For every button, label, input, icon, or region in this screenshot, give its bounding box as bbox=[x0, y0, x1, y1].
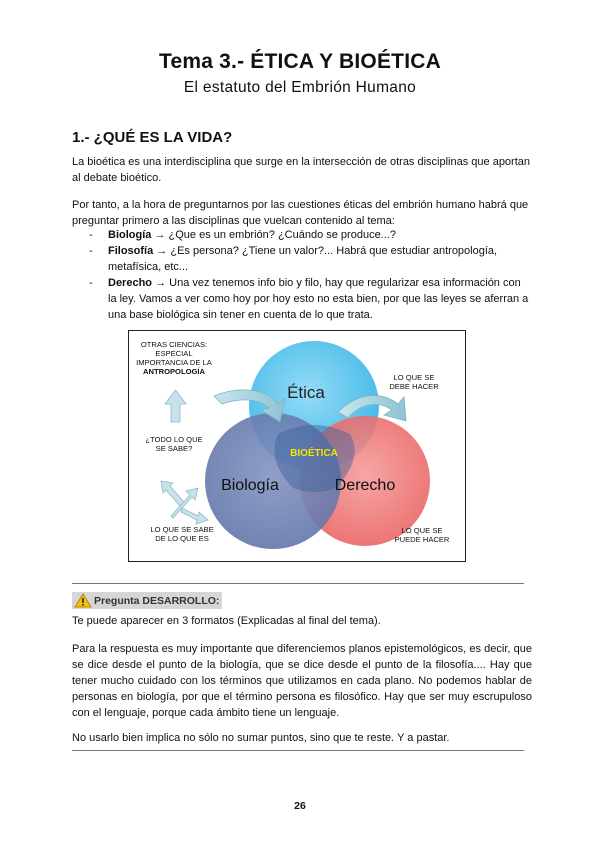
page-title: Tema 3.- ÉTICA Y BIOÉTICA bbox=[159, 50, 441, 73]
bottom-left-label-line: LO QUE SE SABE bbox=[150, 525, 214, 534]
list-item: - Derecho → Una vez tenemos info bio y filo, hay que regularizar esa información con la ley. Vamos a ver como hoy por hoy esto no esta bien, por que las leyes se aferran a una base biológica sin tener en cuenta de lo que trata. bbox=[89, 277, 529, 321]
explanation-paragraph: Para la respuesta es muy importante que diferenciemos planos epistemológicos, es decir, que se dice desde el punto de la biología, que se dice desde el punto de la filosofía.... Hay que tener mucho cuidado con los términos que utilizamos en cada plano. No podemos hablar de personas en biología, por que el término persona es filosófico. Hay que ser muy escrupuloso con el lenguaje, porque cada ámbito tiene un lenguaje. bbox=[72, 643, 532, 719]
list-item-term: Derecho bbox=[108, 277, 153, 289]
list-item-term: Biología bbox=[108, 229, 152, 241]
list-item-text: → ¿Es persona? ¿Tiene un valor?... Habrá que estudiar antropología, metafísica, etc... bbox=[108, 245, 498, 273]
etica-label: Ética bbox=[287, 383, 325, 402]
bioethics-venn-diagram bbox=[128, 330, 466, 562]
pregunta-highlight bbox=[72, 592, 222, 609]
page-number: 26 bbox=[294, 800, 306, 812]
section-heading: 1.- ¿QUÉ ES LA VIDA? bbox=[72, 129, 233, 146]
top-left-label-line: IMPORTANCIA DE LA bbox=[136, 358, 212, 367]
mid-left-label-line: SE SABE? bbox=[155, 444, 193, 453]
list-item: - Filosofía → ¿Es persona? ¿Tiene un valor?... Habrá que estudiar antropología, metafísica, etc... bbox=[89, 245, 498, 273]
discipline-list bbox=[72, 227, 532, 323]
section-divider bbox=[72, 583, 524, 584]
top-left-label-line: ESPECIAL bbox=[155, 349, 193, 358]
mid-left-label-line: ¿TODO LO QUE bbox=[145, 435, 203, 444]
bottom-right-label-line: PUEDE HACER bbox=[394, 535, 450, 544]
closing-paragraph: No usarlo bien implica no sólo no sumar puntos, sino que te reste. Y a pastar. bbox=[72, 732, 450, 744]
pregunta-label: Pregunta DESARROLLO: bbox=[94, 594, 220, 607]
intro-paragraph: La bioética es una interdisciplina que surge en la intersección de otras disciplinas que aportan al debate bioético. bbox=[72, 156, 531, 184]
list-item: - Biología → ¿Que es un embrión? ¿Cuándo se produce...? bbox=[89, 229, 396, 241]
list-item-text: → Una vez tenemos info bio y filo, hay que regularizar esa información con la ley. Vamos a ver como hoy por hoy esto no esta bien, por que las leyes se aferran a una base biológica sin tener en cuenta de lo que trata. bbox=[108, 277, 529, 321]
pregunta-callout bbox=[72, 591, 222, 610]
bioetica-center-label: BIOÉTICA bbox=[290, 448, 338, 459]
top-left-label-line: OTRAS CIENCIAS: bbox=[140, 340, 208, 349]
list-item-term: Filosofía bbox=[108, 245, 154, 257]
biologia-label: Biología bbox=[221, 477, 279, 494]
bottom-right-label-line: LO QUE SE bbox=[401, 526, 443, 535]
derecho-label: Derecho bbox=[334, 477, 396, 494]
bottom-left-label-line: DE LO QUE ES bbox=[155, 534, 209, 543]
page-subtitle: El estatuto del Embrión Humano bbox=[183, 79, 417, 96]
top-left-label-bold: ANTROPOLOGÍA bbox=[142, 367, 206, 376]
top-right-label-line: DEBE HACER bbox=[389, 382, 439, 391]
formats-paragraph: Te puede aparecer en 3 formatos (Explicadas al final del tema). bbox=[72, 615, 381, 627]
lead-paragraph: Por tanto, a la hora de preguntarnos por las cuestiones éticas del embrión humano habrá que preguntar primero a las disciplinas que vuelcan contenido al tema: bbox=[72, 199, 529, 227]
section-divider bbox=[72, 750, 524, 751]
top-right-label-line: LO QUE SE bbox=[393, 373, 435, 382]
warning-icon bbox=[74, 593, 92, 608]
list-item-text: → ¿Que es un embrión? ¿Cuándo se produce...? bbox=[151, 229, 396, 241]
